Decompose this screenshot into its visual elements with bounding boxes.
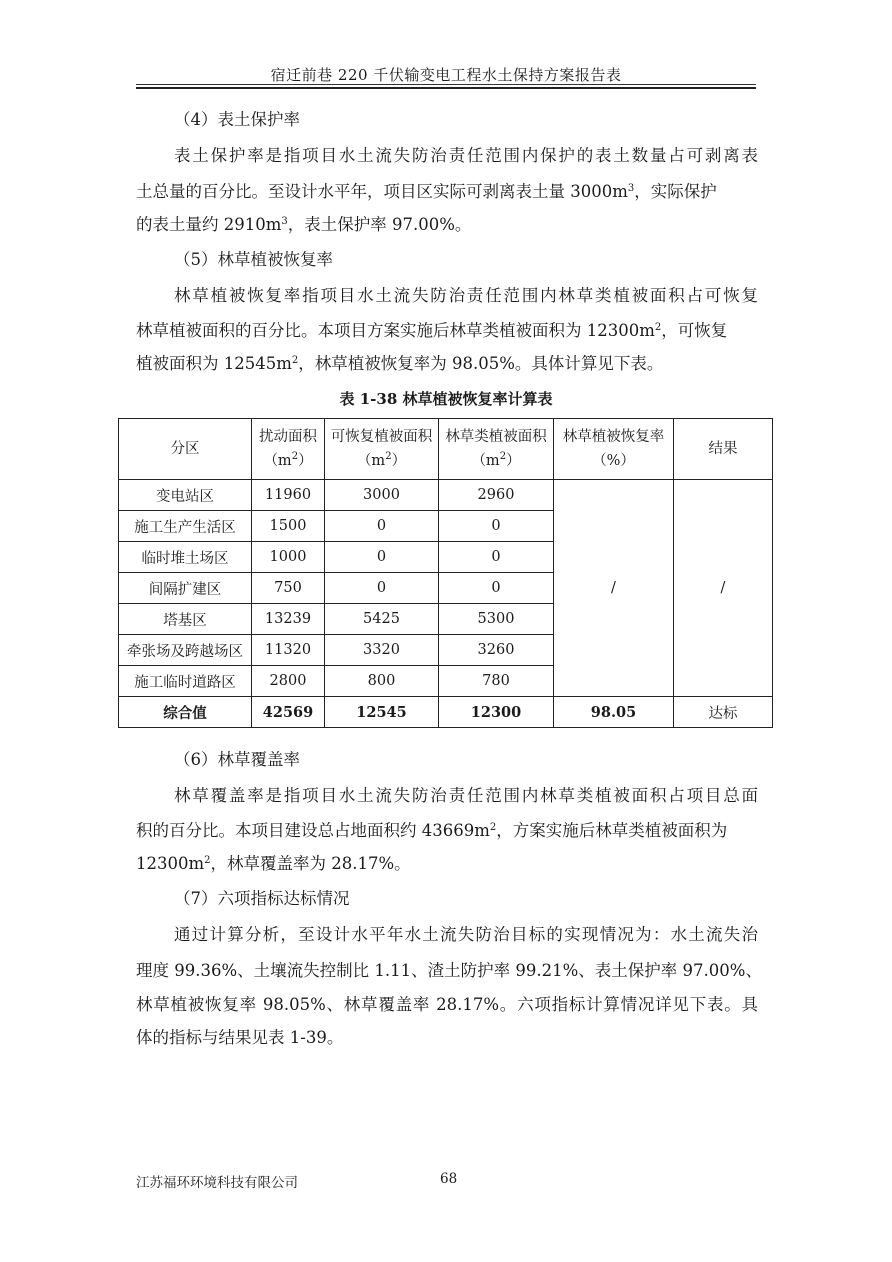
cell-zone: 临时堆土场区	[119, 542, 252, 573]
paragraph-line: 植被面积为 $12545m^2$，林草植被恢复率为 98.05%。具体计算见下表。	[136, 354, 664, 373]
cell-total-restorable: 12545	[325, 697, 439, 728]
table-caption: 表 1-38 林草植被恢复率计算表	[339, 390, 553, 408]
header-disturbed-area: 扰动面积 $(m^2)$	[252, 419, 325, 480]
paragraph-line: 土总量的百分比。至设计水平年，项目区实际可剥离表土量 $3000m^3$，实际保护	[136, 182, 717, 201]
cell-restorable: 3000	[325, 480, 439, 511]
cell-vegetation: 2960	[439, 480, 554, 511]
cell-restorable: 5425	[325, 604, 439, 635]
cell-disturbed: 1000	[252, 542, 325, 573]
cell-total-rate: 98.05	[554, 697, 674, 728]
cell-restorable: 0	[325, 542, 439, 573]
cell-restorable: 3320	[325, 635, 439, 666]
cell-vegetation: 5300	[439, 604, 554, 635]
cell-disturbed: 2800	[252, 666, 325, 697]
section-heading: （5）林草植被恢复率	[174, 250, 333, 269]
paragraph-line: 林草植被恢复率指项目水土流失防治责任范围内林草类植被面积占可恢复	[174, 286, 758, 305]
cell-disturbed: 1500	[252, 511, 325, 542]
section-heading: （6）林草覆盖率	[174, 750, 300, 769]
cell-disturbed: 11320	[252, 635, 325, 666]
cell-zone: 间隔扩建区	[119, 573, 252, 604]
footer-company: 江苏福环环境科技有限公司	[136, 1175, 298, 1191]
header-rule-thin	[136, 84, 756, 85]
paragraph-line: 积的百分比。本项目建设总占地面积约 $43669m^2$，方案实施后林草类植被面积为	[136, 821, 728, 840]
paragraph-line: 的表土量约 $2910m^3$，表土保护率 97.00%。	[136, 215, 472, 234]
paragraph-line: 林草植被恢复率 98.05%、林草覆盖率 28.17%。六项指标计算情况详见下表。具	[136, 995, 758, 1014]
cell-zone: 塔基区	[119, 604, 252, 635]
cell-restorable: 0	[325, 511, 439, 542]
paragraph-line: 理度 99.36%、土壤流失控制比 1.11、渣土防护率 99.21%、表土保护率 97.00%、	[136, 961, 762, 980]
cell-vegetation: 0	[439, 542, 554, 573]
paragraph-line: 表土保护率是指项目水土流失防治责任范围内保护的表土数量占可剥离表	[174, 146, 758, 165]
cell-total-disturbed: 42569	[252, 697, 325, 728]
header-rule-thick	[136, 87, 756, 89]
restoration-rate-table	[118, 418, 773, 728]
paragraph-line: $12300m^2$，林草覆盖率为 28.17%。	[136, 854, 411, 873]
cell-disturbed: 750	[252, 573, 325, 604]
header-zone: 分区	[119, 419, 252, 480]
table-total-row	[119, 697, 773, 728]
section-heading: （7）六项指标达标情况	[174, 889, 350, 908]
cell-restorable: 800	[325, 666, 439, 697]
page-number: 68	[440, 1171, 458, 1187]
cell-zone: 变电站区	[119, 480, 252, 511]
header-vegetation-area: 林草类植被面积 $(m^2)$	[439, 419, 554, 480]
section-heading: （4）表土保护率	[174, 110, 300, 129]
cell-vegetation: 780	[439, 666, 554, 697]
cell-total-vegetation: 12300	[439, 697, 554, 728]
cell-zone: 施工生产生活区	[119, 511, 252, 542]
paragraph-line: 林草植被面积的百分比。本项目方案实施后林草类植被面积为 $12300m^2$，可恢复	[136, 321, 728, 340]
header-result: 结果	[674, 419, 773, 480]
cell-restorable: 0	[325, 573, 439, 604]
cell-rate-merged: /	[554, 480, 674, 697]
header-restoration-rate: 林草植被恢复率 （%）	[554, 419, 674, 480]
paragraph-line: 林草覆盖率是指项目水土流失防治责任范围内林草类植被面积占项目总面	[174, 786, 758, 805]
cell-vegetation: 0	[439, 511, 554, 542]
table-row	[119, 480, 773, 511]
page-header-title: 宿迁前巷 220 千伏输变电工程水土保持方案报告表	[270, 66, 622, 84]
header-restorable-area: 可恢复植被面积 $(m^2)$	[325, 419, 439, 480]
table-header-row	[119, 419, 773, 480]
cell-disturbed: 11960	[252, 480, 325, 511]
cell-result-merged: /	[674, 480, 773, 697]
cell-zone: 牵张场及跨越场区	[119, 635, 252, 666]
cell-total-result: 达标	[674, 697, 773, 728]
cell-vegetation: 3260	[439, 635, 554, 666]
paragraph-line: 通过计算分析，至设计水平年水土流失防治目标的实现情况为：水土流失治	[174, 925, 758, 944]
cell-vegetation: 0	[439, 573, 554, 604]
cell-zone: 施工临时道路区	[119, 666, 252, 697]
cell-disturbed: 13239	[252, 604, 325, 635]
cell-total-label: 综合值	[119, 697, 252, 728]
paragraph-line: 体的指标与结果见表 1-39。	[136, 1028, 344, 1047]
